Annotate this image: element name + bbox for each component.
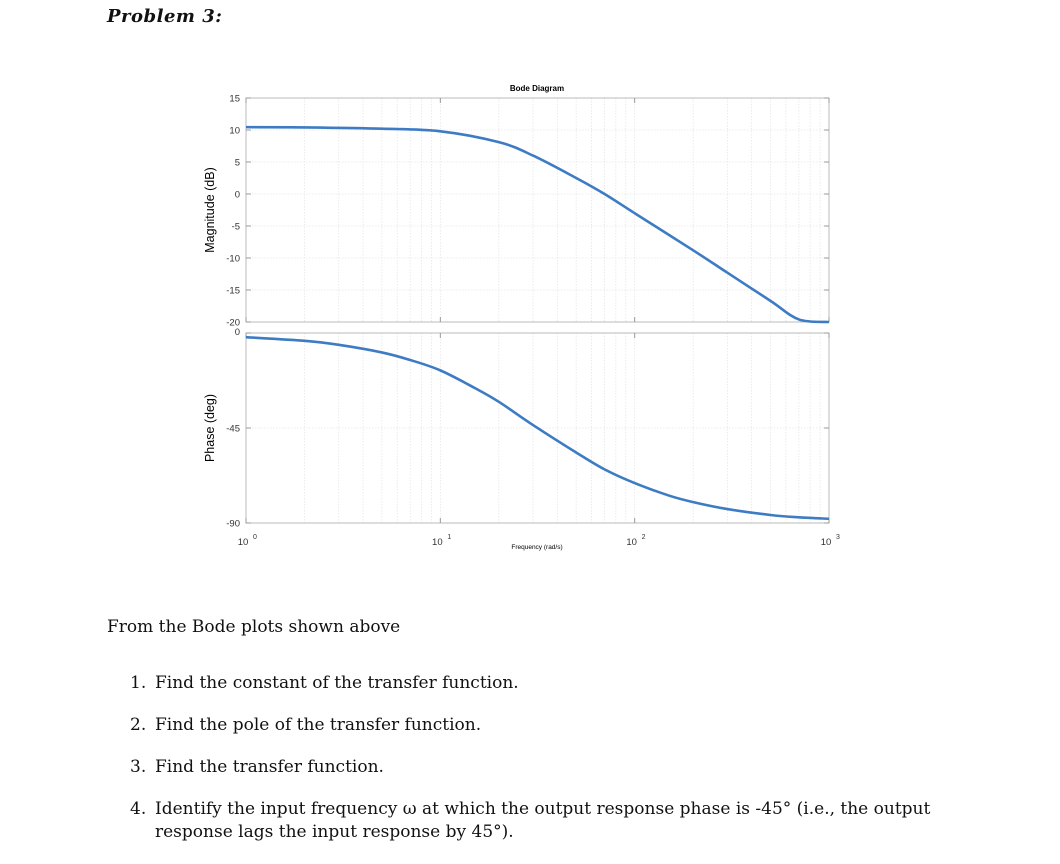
magnitude-tick-label: -5 [231,221,240,233]
magnitude-tick-label: 0 [234,189,240,201]
x-tick-label: 10 [820,537,832,548]
question-number: 2. [130,715,147,735]
x-tick-label: 10 [237,537,249,548]
magnitude-tick-label: -10 [226,253,240,265]
question-number: 1. [130,673,147,693]
magnitude-tick-label: 10 [229,125,240,137]
phase-y-axis-label: Phase (deg) [203,393,217,463]
question-text: Find the transfer function. [155,757,384,777]
x-tick-exponent: 0 [253,534,257,541]
phase-tick-label: 0 [234,327,240,338]
question-number: 3. [130,757,147,777]
phase-tick-label: -45 [226,423,240,435]
x-axis-label: Frequency (rad/s) [511,544,563,551]
question-item [130,714,960,737]
problem-title: Problem 3: [107,6,223,27]
intro-text: From the Bode plots shown above [107,617,401,637]
magnitude-tick-label: -15 [226,285,240,297]
magnitude-tick-label: 5 [234,157,240,169]
question-item [130,756,960,779]
question-text: Find the constant of the transfer function. [155,673,519,693]
magnitude-tick-label: 15 [229,93,240,105]
question-text: Identify the input frequency ω at which the output response phase is -45° (i.e., the output response lags the input response by 45°). [155,799,931,842]
x-tick-exponent: 2 [641,534,646,541]
magnitude-grid [246,98,829,322]
magnitude-tick-label: -20 [226,317,240,329]
question-text: Find the pole of the transfer function. [155,715,482,735]
x-tick-label: 10 [626,537,637,548]
magnitude-y-axis-label: Magnitude (dB) [203,167,217,253]
phase-tick-label: -90 [226,518,240,530]
question-item [130,798,960,844]
frequency-x-ticks [238,98,840,548]
x-tick-exponent: 1 [447,534,452,541]
question-number: 4. [130,799,147,819]
x-tick-exponent: 3 [836,534,840,541]
chart-title: Bode Diagram [509,84,565,93]
question-list [130,672,960,863]
x-tick-label: 10 [432,537,443,548]
magnitude-curve [246,127,829,322]
question-item [130,672,960,695]
magnitude-axes-frame [246,98,829,322]
